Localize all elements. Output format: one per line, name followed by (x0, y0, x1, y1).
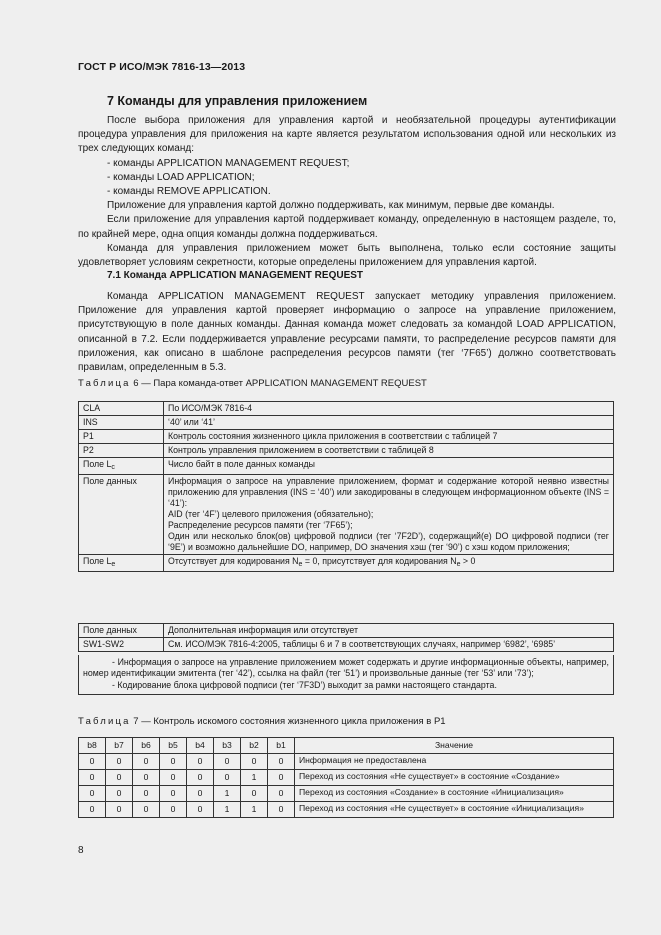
meaning-cell: Переход из состояния «Не существует» в состояние «Создание» (295, 770, 614, 786)
table-cell: Контроль состояния жизненного цикла приложения в соответствии с таблицей 7 (164, 430, 614, 444)
column-header: b6 (133, 738, 160, 754)
bit-cell: 0 (133, 802, 160, 818)
bit-cell: 0 (79, 786, 106, 802)
section-body (78, 114, 616, 270)
table7-caption: Таблица 7 — Контроль искомого состояния жизненного цикла приложения в P1 (78, 716, 446, 727)
table-row (79, 416, 614, 430)
column-header: b2 (241, 738, 268, 754)
bit-cell: 0 (106, 802, 133, 818)
document-header: ГОСТ Р ИСО/МЭК 7816-13—2013 (78, 61, 246, 73)
table-row (79, 402, 614, 416)
bit-cell: 1 (241, 770, 268, 786)
column-header: b4 (187, 738, 214, 754)
table6-response (78, 623, 614, 652)
bit-cell: 0 (79, 802, 106, 818)
bit-cell: 0 (241, 754, 268, 770)
table-row (79, 754, 614, 770)
bit-cell: 0 (187, 770, 214, 786)
bullet-item: - команды APPLICATION MANAGEMENT REQUEST; (107, 157, 350, 169)
bit-cell: 0 (268, 786, 295, 802)
table-cell: SW1-SW2 (79, 638, 164, 652)
bit-cell: 0 (133, 754, 160, 770)
bit-cell: 0 (160, 786, 187, 802)
bit-cell: 0 (160, 754, 187, 770)
table-cell: Поле $L_c$ (79, 458, 164, 475)
table-cell: Контроль управления приложением в соответствии с таблицей 8 (164, 444, 614, 458)
bit-cell: 0 (106, 754, 133, 770)
table-cell: Поле $L_e$ (79, 555, 164, 572)
bit-cell: 0 (214, 754, 241, 770)
bit-cell: 0 (214, 770, 241, 786)
bit-cell: 1 (214, 802, 241, 818)
table-cell: Поле данных (79, 624, 164, 638)
bullet-item: - команды REMOVE APPLICATION. (107, 186, 271, 198)
table-row (79, 638, 614, 652)
note: - Кодирование блока цифровой подписи (тег ‘7F3D’) выходит за рамки настоящего стандарта. (112, 679, 497, 690)
table-cell: P2 (79, 444, 164, 458)
bullet-item: - команды LOAD APPLICATION; (107, 171, 255, 183)
subsection-body (78, 290, 616, 375)
intro-paragraph: После выбора приложения для управления картой и необязательной процедуры аутентификации процедура управления для приложения на карте является результатом использования одной или нескольких из трех следующих команд: (78, 115, 616, 155)
bit-cell: 0 (241, 786, 268, 802)
column-header: b8 (79, 738, 106, 754)
table-cell: См. ИСО/МЭК 7816-4:2005, таблицы 6 и 7 в соответствующих случаях, например ‘6982’, ‘6985’ (164, 638, 614, 652)
table-cell: Информация о запросе на управление приложением, формат и содержание которой неявно известны приложению для управления (INS = ‘40’) или закодированы в следующем информационном объекте (INS = ‘41’): AID (тег ‘4F’) целевого приложения (обязательно); Распределение ресурсов памяти (тег ‘7F65’); Один или несколько блок(ов) цифровой подписи (тег ‘7F2D’), содержащий(е) DO цифровой подписи (тег ‘9E’) и возможно дальнейшие DO, например, DO значения хэш (тег ‘90’) с хэш кодом приложения; (164, 475, 614, 555)
bit-cell: 0 (160, 802, 187, 818)
table-row (79, 786, 614, 802)
paragraph: Приложение для управления картой должно поддерживать, как минимум, первые две команды. (107, 200, 555, 212)
table-row (79, 802, 614, 818)
table-row (79, 555, 614, 572)
table6-caption: Таблица 6 — Пара команда-ответ APPLICATION MANAGEMENT REQUEST (78, 378, 427, 389)
meaning-cell: Переход из состояния «Создание» в состояние «Инициализация» (295, 786, 614, 802)
subsection-title: 7.1 Команда APPLICATION MANAGEMENT REQUEST (107, 270, 364, 281)
column-header: b5 (160, 738, 187, 754)
table-cell: Дополнительная информация или отсутствует (164, 624, 614, 638)
bit-cell: 0 (187, 802, 214, 818)
bit-cell: 0 (106, 786, 133, 802)
column-header: b3 (214, 738, 241, 754)
paragraph: Команда для управления приложением может быть выполнена, только если состояние защиты удовлетворяет условиям секретности, которые определены приложением для управления картой. (78, 242, 616, 269)
table7 (78, 737, 614, 818)
column-header: b1 (268, 738, 295, 754)
column-header: b7 (106, 738, 133, 754)
table-cell: Число байт в поле данных команды (164, 458, 614, 475)
bit-cell: 0 (106, 770, 133, 786)
bit-cell: 0 (268, 770, 295, 786)
table6 (78, 401, 614, 572)
bit-cell: 1 (214, 786, 241, 802)
bit-cell: 1 (241, 802, 268, 818)
table-cell: ‘40’ или ‘41’ (164, 416, 614, 430)
table-cell: P1 (79, 430, 164, 444)
table-cell: Отсутствует для кодирования $N_e = 0$, присутствует для кодирования $N_e > 0$ (164, 555, 614, 572)
bit-cell: 0 (133, 770, 160, 786)
table-cell: CLA (79, 402, 164, 416)
bit-cell: 0 (187, 754, 214, 770)
table-cell: Поле данных (79, 475, 164, 555)
table-row (79, 430, 614, 444)
table-header-row (79, 738, 614, 754)
table-row (79, 770, 614, 786)
bit-cell: 0 (160, 770, 187, 786)
table-row (79, 444, 614, 458)
table-cell: INS (79, 416, 164, 430)
paragraph: Команда APPLICATION MANAGEMENT REQUEST запускает методику управления приложением. Приложение для управления картой проверяет информацию о запросе на управление приложением, присутствующую в поле данных команды. Данная команда может следовать за командой LOAD APPLICATION, описанной в 7.2. Если поддерживается управление ресурсами памяти, то распределение ресурсов памяти для приложения, как описано в шаблоне распределения ресурсов памяти (тег ‘7F65’) должно соответствовать правилам, определенным в 5.3. (78, 291, 616, 374)
column-header: Значение (295, 738, 614, 754)
bit-cell: 0 (268, 754, 295, 770)
bit-cell: 0 (79, 754, 106, 770)
table-row (79, 624, 614, 638)
bit-cell: 0 (79, 770, 106, 786)
meaning-cell: Информация не предоставлена (295, 754, 614, 770)
bit-cell: 0 (187, 786, 214, 802)
section-title: 7 Команды для управления приложением (107, 94, 368, 108)
table-row (79, 475, 614, 555)
note: - Информация о запросе на управление приложением может содержать и другие информационные объекты, например, номер идентификации эмитента (тег ‘42’), ссылка на файл (тег ‘51’) и произвольные данные (тег ‘53’ или ‘73’); (83, 657, 609, 679)
table-cell: По ИСО/МЭК 7816-4 (164, 402, 614, 416)
paragraph: Если приложение для управления картой поддерживает команду, определенную в настоящем разделе, то, по крайней мере, одна опция команды должна поддерживаться. (78, 214, 616, 240)
bit-cell: 0 (133, 786, 160, 802)
table6-notes (78, 655, 614, 695)
page-number: 8 (78, 845, 84, 856)
table-row (79, 458, 614, 475)
meaning-cell: Переход из состояния «Не существует» в состояние «Инициализация» (295, 802, 614, 818)
bit-cell: 0 (268, 802, 295, 818)
